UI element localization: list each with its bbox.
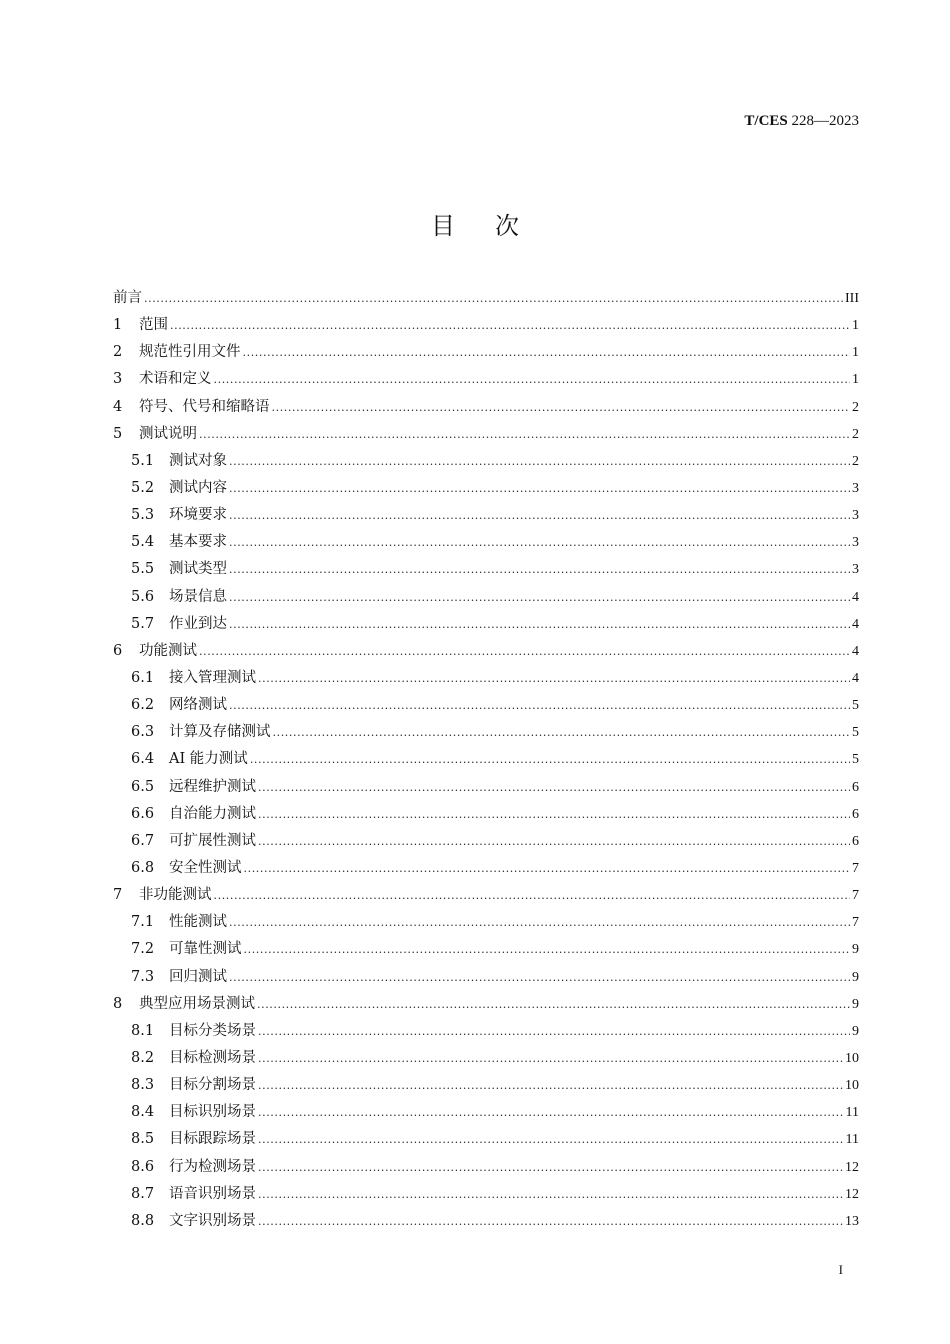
toc-entry-page: 2: [852, 426, 859, 442]
toc-entry-page: 2: [852, 453, 859, 469]
toc-dot-leader: [229, 509, 850, 522]
toc-entry-label: 测试类型: [169, 561, 227, 578]
toc-dot-leader: [214, 373, 851, 386]
toc-entry-label: 目标分类场景: [169, 1022, 256, 1039]
toc-entry-page: 5: [852, 698, 859, 714]
toc-entry-number: 8.7: [131, 1185, 155, 1202]
toc-dot-leader: [258, 1188, 843, 1201]
toc-entry-label: 接入管理测试: [169, 669, 256, 686]
toc-entry-number: 6.2: [131, 697, 155, 714]
toc-entry-number: 5: [113, 425, 123, 442]
toc-entry-label: 回归测试: [169, 968, 227, 985]
toc-entry[interactable]: [113, 1019, 859, 1046]
toc-dot-leader: [229, 482, 850, 495]
toc-entry-page: 3: [852, 508, 859, 524]
toc-entry-page: 4: [852, 643, 859, 659]
toc-entry-label: 功能测试: [139, 642, 197, 659]
toc-entry-number: 6.1: [131, 669, 155, 686]
toc-entry-page: 3: [852, 535, 859, 551]
toc-entry-label: 测试对象: [169, 452, 227, 469]
page-title: 目次: [431, 212, 559, 240]
toc-entry-label: 测试说明: [139, 425, 197, 442]
toc-entry-label: 术语和定义: [139, 371, 212, 388]
toc-entry-label: 符号、代号和缩略语: [139, 398, 270, 415]
toc-entry-page: 4: [852, 616, 859, 632]
toc-dot-leader: [229, 591, 850, 604]
toc-entry-label: 基本要求: [169, 534, 227, 551]
toc-entry[interactable]: [113, 612, 859, 639]
toc-entry[interactable]: [113, 585, 859, 612]
toc-entry[interactable]: [113, 422, 859, 449]
toc-entry-page: 5: [852, 752, 859, 768]
toc-entry[interactable]: [113, 910, 859, 937]
toc-entry[interactable]: [113, 937, 859, 964]
toc-dot-leader: [229, 455, 850, 468]
document-code: [744, 113, 859, 130]
toc-dot-leader: [144, 292, 843, 305]
toc-entry-number: 2: [113, 344, 123, 361]
toc-entry-number: 8.6: [131, 1158, 155, 1175]
toc-entry[interactable]: [113, 1073, 859, 1100]
toc-dot-leader: [257, 998, 850, 1011]
toc-entry-label: 非功能测试: [139, 887, 212, 904]
document-code-prefix: T/CES: [744, 113, 788, 129]
toc-entry-number: 6.6: [131, 805, 155, 822]
toc-entry-page: 9: [852, 969, 859, 985]
toc-entry-label: 安全性测试: [169, 859, 242, 876]
toc-entry[interactable]: [113, 557, 859, 584]
toc-entry-number: 5.6: [131, 588, 155, 605]
toc-entry-number: 6.3: [131, 724, 155, 741]
toc-dot-leader: [229, 699, 850, 712]
toc-entry-page: 9: [852, 942, 859, 958]
toc-entry[interactable]: [113, 802, 859, 829]
toc-entry-label: 目标检测场景: [169, 1049, 256, 1066]
toc-entry-number: 5.2: [131, 479, 155, 496]
toc-entry-label: 环境要求: [169, 507, 227, 524]
toc-entry-page: 6: [852, 779, 859, 795]
toc-entry-number: 8.2: [131, 1049, 155, 1066]
table-of-contents: [113, 286, 859, 1236]
toc-entry[interactable]: [113, 1046, 859, 1073]
toc-entry-page: 4: [852, 589, 859, 605]
toc-entry[interactable]: [113, 666, 859, 693]
toc-entry-label: 目标跟踪场景: [169, 1131, 256, 1148]
toc-entry[interactable]: [113, 449, 859, 476]
toc-dot-leader: [199, 428, 850, 441]
toc-entry[interactable]: [113, 747, 859, 774]
toc-entry[interactable]: [113, 476, 859, 503]
toc-entry-label: 计算及存储测试: [169, 724, 271, 741]
toc-entry-number: 6.8: [131, 859, 155, 876]
toc-entry-number: 5.1: [131, 452, 155, 469]
toc-entry-page: 5: [852, 725, 859, 741]
toc-entry[interactable]: [113, 965, 859, 992]
toc-dot-leader: [258, 1133, 844, 1146]
toc-entry-label: 性能测试: [169, 914, 227, 931]
toc-dot-leader: [243, 346, 851, 359]
toc-entry-label: 作业到达: [169, 615, 227, 632]
toc-entry-label: 规范性引用文件: [139, 344, 241, 361]
toc-entry-page: 7: [852, 915, 859, 931]
toc-dot-leader: [258, 781, 850, 794]
toc-dot-leader: [258, 1052, 843, 1065]
toc-entry[interactable]: [113, 992, 859, 1019]
toc-entry-page: 2: [852, 399, 859, 415]
toc-entry-number: 8.3: [131, 1077, 155, 1094]
toc-entry-page: 9: [852, 1023, 859, 1039]
toc-entry-page: 3: [852, 562, 859, 578]
toc-entry-label: 行为检测场景: [169, 1158, 256, 1175]
toc-dot-leader: [244, 862, 851, 875]
toc-entry-number: 8.8: [131, 1212, 155, 1229]
toc-dot-leader: [258, 808, 850, 821]
toc-entry-number: 3: [113, 371, 123, 388]
toc-entry-number: 7.1: [131, 914, 155, 931]
toc-entry-label: 自治能力测试: [169, 805, 256, 822]
page-number: I: [838, 1262, 843, 1277]
toc-entry[interactable]: [113, 1100, 859, 1127]
toc-entry-number: 6.5: [131, 778, 155, 795]
toc-entry-label: 典型应用场景测试: [139, 995, 255, 1012]
toc-dot-leader: [229, 563, 850, 576]
toc-entry-number: 8.4: [131, 1104, 155, 1121]
toc-entry-page: 1: [852, 345, 859, 361]
toc-dot-leader: [244, 943, 851, 956]
toc-entry[interactable]: [113, 1182, 859, 1209]
toc-entry-page: 10: [845, 1078, 859, 1094]
toc-entry-page: 11: [845, 1132, 859, 1148]
toc-entry[interactable]: [113, 1155, 859, 1182]
toc-entry-page: 13: [845, 1213, 859, 1229]
toc-entry-page: 7: [852, 860, 859, 876]
toc-dot-leader: [170, 319, 850, 332]
toc-entry[interactable]: [113, 286, 859, 313]
toc-entry-page: 4: [852, 670, 859, 686]
toc-entry[interactable]: [113, 367, 859, 394]
toc-entry-label: 前言: [113, 290, 142, 306]
toc-entry-number: 8: [113, 995, 123, 1012]
toc-entry[interactable]: [113, 639, 859, 666]
toc-entry[interactable]: [113, 720, 859, 747]
toc-dot-leader: [258, 1215, 843, 1228]
toc-entry-page: 6: [852, 833, 859, 849]
toc-entry-page: 1: [852, 318, 859, 334]
toc-dot-leader: [214, 889, 851, 902]
toc-entry-label: 场景信息: [169, 588, 227, 605]
toc-entry[interactable]: [113, 693, 859, 720]
toc-dot-leader: [258, 1161, 843, 1174]
toc-dot-leader: [250, 753, 850, 766]
toc-entry[interactable]: [113, 829, 859, 856]
toc-entry-label: 目标识别场景: [169, 1104, 256, 1121]
toc-dot-leader: [199, 645, 850, 658]
toc-dot-leader: [258, 672, 850, 685]
toc-dot-leader: [229, 916, 850, 929]
toc-entry-number: 7: [113, 887, 123, 904]
toc-entry-page: 3: [852, 480, 859, 496]
toc-entry[interactable]: [113, 856, 859, 883]
toc-entry[interactable]: [113, 1209, 859, 1236]
toc-entry-number: 5.3: [131, 507, 155, 524]
toc-entry[interactable]: [113, 530, 859, 557]
toc-entry-page: III: [845, 291, 859, 306]
toc-entry-page: 12: [845, 1159, 859, 1175]
toc-entry-number: 6: [113, 642, 123, 659]
toc-entry-label: 范围: [139, 317, 168, 334]
toc-entry[interactable]: [113, 775, 859, 802]
toc-entry-number: 7.3: [131, 968, 155, 985]
toc-entry-page: 12: [845, 1186, 859, 1202]
toc-entry-page: 7: [852, 888, 859, 904]
toc-dot-leader: [258, 1106, 844, 1119]
toc-entry-label: 网络测试: [169, 697, 227, 714]
toc-entry-page: 6: [852, 806, 859, 822]
toc-dot-leader: [258, 1025, 850, 1038]
toc-dot-leader: [229, 536, 850, 549]
toc-dot-leader: [258, 1079, 843, 1092]
toc-entry-label: 可靠性测试: [169, 941, 242, 958]
toc-entry-number: 7.2: [131, 941, 155, 958]
toc-entry-number: 5.4: [131, 534, 155, 551]
toc-entry-page: 10: [845, 1050, 859, 1066]
document-code-number: 228—2023: [787, 113, 859, 129]
toc-entry-page: 9: [852, 996, 859, 1012]
toc-entry-number: 8.1: [131, 1022, 155, 1039]
toc-entry[interactable]: [113, 313, 859, 340]
toc-entry[interactable]: [113, 395, 859, 422]
toc-dot-leader: [273, 726, 851, 739]
toc-entry-label: AI 能力测试: [169, 751, 248, 768]
toc-entry-page: 1: [852, 372, 859, 388]
toc-entry-page: 11: [845, 1105, 859, 1121]
toc-entry-number: 6.4: [131, 751, 155, 768]
toc-entry[interactable]: [113, 1127, 859, 1154]
toc-dot-leader: [272, 401, 851, 414]
toc-entry[interactable]: [113, 503, 859, 530]
toc-dot-leader: [229, 618, 850, 631]
toc-entry-number: 5.5: [131, 561, 155, 578]
toc-entry-number: 6.7: [131, 832, 155, 849]
toc-dot-leader: [258, 835, 850, 848]
toc-entry-number: 5.7: [131, 615, 155, 632]
toc-entry-number: 8.5: [131, 1131, 155, 1148]
toc-entry-label: 远程维护测试: [169, 778, 256, 795]
toc-entry-label: 测试内容: [169, 479, 227, 496]
toc-entry-label: 文字识别场景: [169, 1212, 256, 1229]
toc-entry-number: 4: [113, 398, 123, 415]
toc-entry-label: 语音识别场景: [169, 1185, 256, 1202]
toc-entry[interactable]: [113, 883, 859, 910]
toc-entry-number: 1: [113, 317, 123, 334]
toc-entry-label: 可扩展性测试: [169, 832, 256, 849]
toc-entry-label: 目标分割场景: [169, 1077, 256, 1094]
toc-entry[interactable]: [113, 340, 859, 367]
toc-dot-leader: [229, 971, 850, 984]
